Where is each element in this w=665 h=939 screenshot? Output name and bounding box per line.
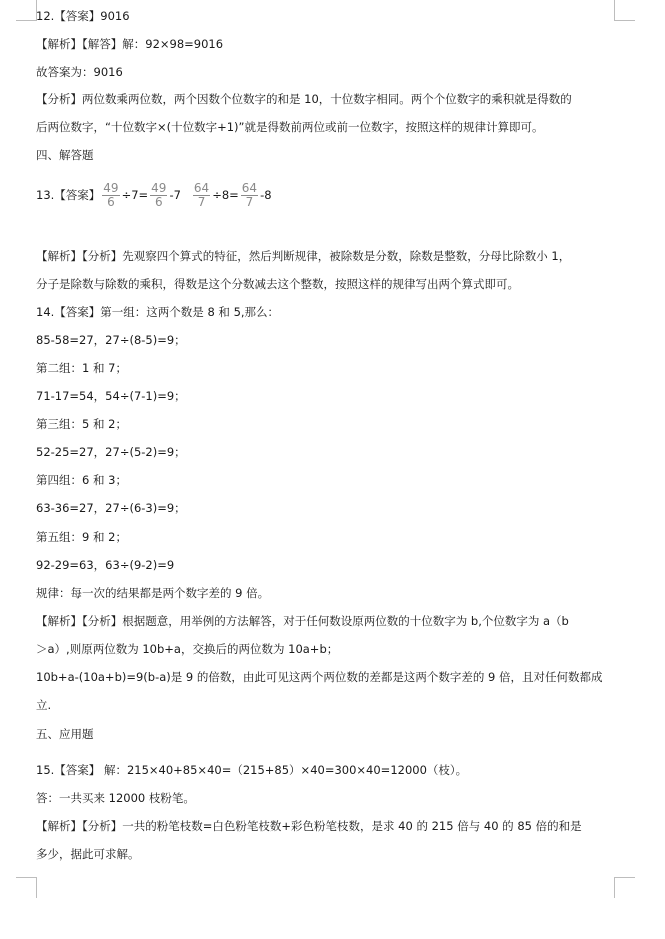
q14-line: 10b+a-(10a+b)=9(b-a)是 9 的倍数，由此可见这两个两位数的差都是这两个数字差的 9 倍，且对任何数都成 — [36, 670, 603, 684]
page-corner-mark — [16, 0, 37, 21]
q14-line: 85-58=27，27÷(8-5)=9； — [36, 333, 186, 347]
q14-line: 立. — [36, 698, 52, 712]
q13-note-line: 【解析】【分析】先观察四个算式的特征，然后判断规律，被除数是分数，除数是整数，分母比除数小 1， — [36, 249, 571, 263]
q14-line: 71-17=54，54÷(7-1)=9； — [36, 389, 186, 403]
q14-line: 第四组：6 和 3； — [36, 473, 127, 487]
page-corner-mark — [614, 0, 635, 21]
q12-final: 故答案为：9016 — [36, 65, 123, 79]
q13-note-line: 分子是除数与除数的乘积，得数是这个分数减去这个整数，按照这样的规律写出两个算式即可。 — [36, 277, 519, 291]
q15-note-line: 多少，据此可求解。 — [36, 847, 140, 861]
fraction — [150, 182, 167, 209]
fraction-numerator: 64 — [193, 181, 210, 195]
q15-reply: 答：一共买来 12000 枝粉笔。 — [36, 791, 195, 805]
q15-note-line: 【解析】【分析】一共的粉笔枝数=白色粉笔枝数+彩色粉笔枝数，是求 40 的 215 倍与 40 的 85 倍的和是 — [36, 819, 582, 833]
q14-line: 52-25=27，27÷(5-2)=9； — [36, 445, 186, 459]
section-heading: 五、应用题 — [36, 727, 94, 741]
q12-note-line: 后两位数字，“十位数字×(十位数字+1)”就是得数前两位或前一位数字，按照这样的规律计算即可。 — [36, 120, 544, 134]
fraction-numerator: 49 — [103, 181, 119, 195]
fraction-denominator: 7 — [197, 195, 206, 209]
fraction — [193, 182, 210, 209]
q14-line: ＞a）,则原两位数为 10b+a，交换后的两位数为 10a+b； — [36, 642, 339, 656]
page-corner-mark — [614, 877, 635, 898]
q13-operator: ÷7= — [121, 188, 149, 202]
q13-tail: -7 — [169, 188, 181, 202]
fraction-denominator: 6 — [107, 195, 115, 209]
fraction — [241, 182, 258, 209]
q13-prefix: 13.【答案】 — [36, 188, 101, 202]
fraction-denominator: 7 — [245, 195, 254, 209]
q12-answer: 12.【答案】9016 — [36, 9, 130, 23]
q14-line: 92-29=63，63÷(9-2)=9 — [36, 558, 175, 572]
q14-line: 63-36=27，27÷(6-3)=9； — [36, 501, 186, 515]
q14-line: 14.【答案】第一组：这两个数是 8 和 5,那么： — [36, 305, 280, 319]
q12-analysis: 【解析】【解答】解：92×98=9016 — [36, 37, 224, 51]
q13-operator: ÷8= — [212, 188, 239, 202]
q13-answer — [36, 181, 272, 209]
q13-tail: -8 — [260, 188, 272, 202]
fraction-numerator: 64 — [241, 181, 258, 195]
page-corner-mark — [16, 877, 37, 898]
fraction-numerator: 49 — [151, 181, 167, 195]
q14-line: 第二组：1 和 7； — [36, 361, 127, 375]
q12-note-line: 【分析】两位数乘两位数，两个因数个位数字的和是 10，十位数字相同。两个个位数字的乘积就是得数的 — [36, 92, 572, 106]
q14-line: 第三组：5 和 2； — [36, 417, 127, 431]
fraction-denominator: 6 — [154, 195, 163, 209]
q14-line: 规律：每一次的结果都是两个数字差的 9 倍。 — [36, 586, 270, 600]
fraction — [102, 182, 119, 209]
section-heading: 四、解答题 — [36, 148, 94, 162]
q14-line: 第五组：9 和 2； — [36, 530, 127, 544]
q15-answer: 15.【答案】 解：215×40+85×40=（215+85）×40=300×40=12000（枝）。 — [36, 763, 468, 777]
q14-line: 【解析】【分析】根据题意，用举例的方法解答，对于任何数设原两位数的十位数字为 b,个位数字为 a（b — [36, 614, 569, 628]
